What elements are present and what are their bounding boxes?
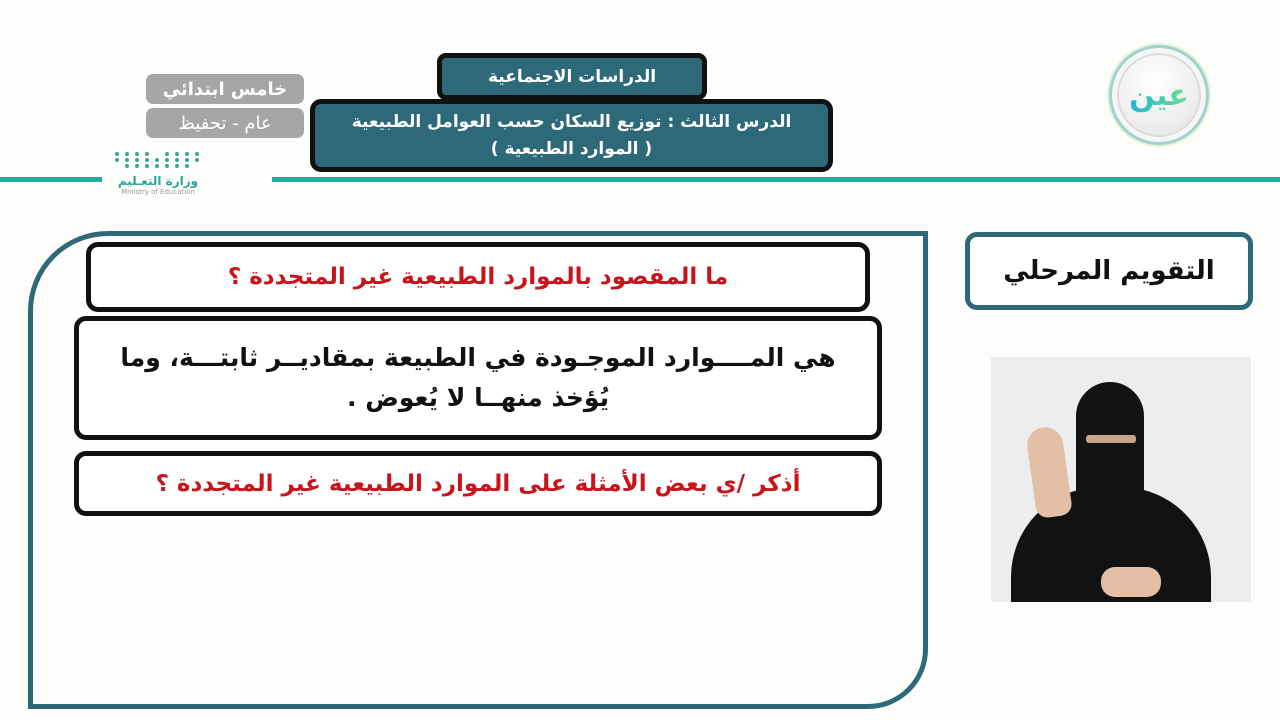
interpreter-hand-lower [1101, 567, 1161, 597]
subject-title: الدراسات الاجتماعية [437, 53, 707, 100]
lesson-title [310, 99, 833, 172]
interpreter-hand-icon [1025, 425, 1073, 519]
ministry-logo [108, 152, 208, 224]
header-rule-right [272, 177, 1280, 182]
interpreter-head [1076, 382, 1144, 532]
ein-logo-text: عين [1129, 77, 1189, 113]
section-title: التقويم المرحلي [965, 232, 1253, 310]
lesson-title-line2: ( الموارد الطبيعية ) [490, 138, 653, 159]
sign-language-video [991, 357, 1251, 602]
header-rule-left [0, 177, 102, 182]
answer-1-line1: هي المــــوارد الموجـودة في الطبيعة بمقاديــر ثابتـــة، وما [120, 343, 836, 372]
question-1: ما المقصود بالموارد الطبيعية غير المتجددة ؟ [86, 242, 870, 312]
ministry-dots-icon [108, 152, 208, 168]
answer-1 [74, 316, 882, 440]
grade-tag: خامس ابتدائي [146, 74, 304, 104]
track-tag: عام - تحفيظ [146, 108, 304, 138]
ein-channel-logo [1109, 45, 1209, 145]
ministry-name-en: Ministry of Education [121, 188, 195, 196]
ministry-name-ar: وزارة التعـليم [117, 174, 199, 188]
question-2: أذكر /ي بعض الأمثلة على الموارد الطبيعية غير المتجددة ؟ [74, 451, 882, 516]
lesson-title-line1: الدرس الثالث : توزيع السكان حسب العوامل الطبيعية [351, 111, 792, 132]
interpreter-eyes [1086, 435, 1136, 443]
answer-1-line2: يُؤخذ منهــا لا يُعوض . [347, 383, 609, 412]
